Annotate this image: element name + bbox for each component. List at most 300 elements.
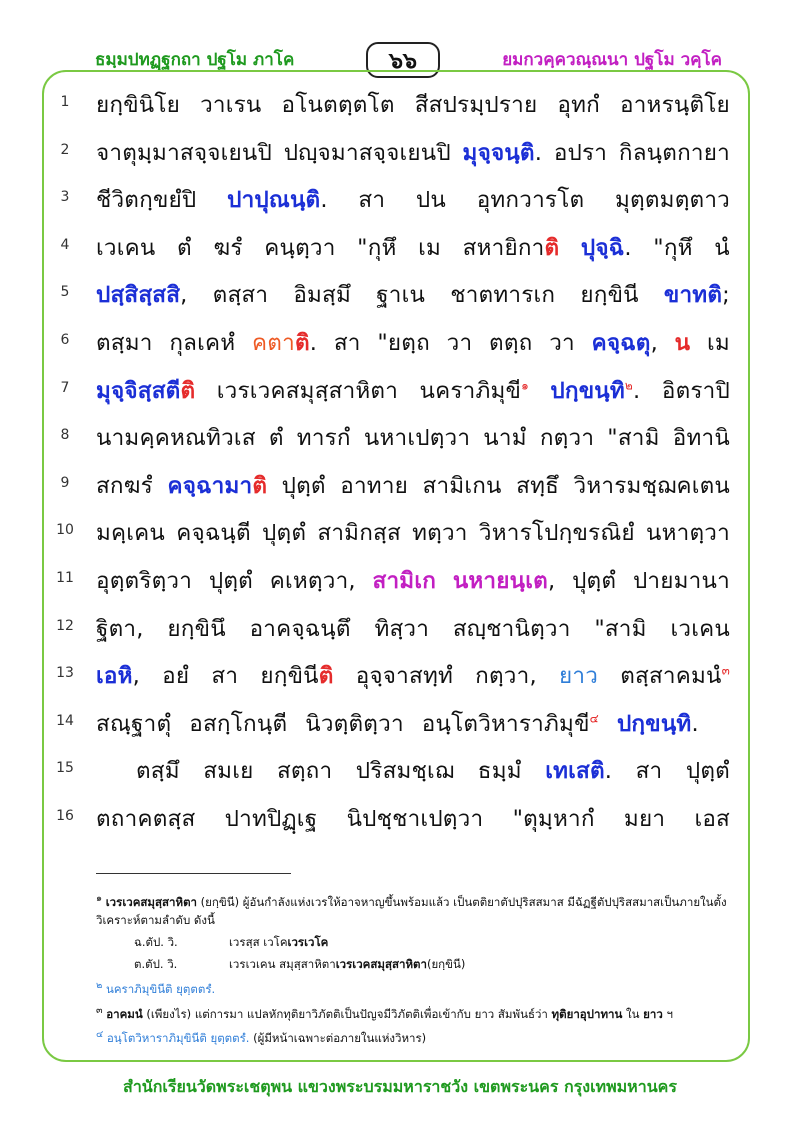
footnote-1-sub-2: ต.ตัป. วิ. เวรเวเคน สมุสฺสาหิตา เวรเวคสมุสฺสาหิตา (ยกฺขินี) — [134, 956, 466, 971]
line-text — [96, 134, 730, 170]
text-body — [50, 80, 730, 842]
word — [675, 324, 691, 360]
text-line — [50, 318, 730, 366]
word-part: ตํ — [177, 234, 192, 261]
word-part: ปาปุณนฺติ — [227, 187, 321, 214]
word — [96, 324, 153, 360]
line-text — [96, 705, 730, 741]
word-part: ชีวิตกฺขยํปิ — [96, 187, 197, 214]
word-part: "ยตฺถ — [377, 329, 430, 356]
text-line — [50, 651, 730, 699]
word-part: อุตฺตริตฺวา — [96, 567, 193, 594]
text-line — [50, 699, 730, 747]
word — [96, 229, 155, 265]
word — [96, 419, 256, 455]
word-part: อาทาย — [340, 472, 409, 499]
book-title: ธมฺมปทฏฺฐกถา ปฐโม ภาโค — [95, 50, 295, 70]
line-text — [96, 229, 730, 265]
word — [673, 419, 730, 455]
word — [550, 372, 640, 408]
line-number: 13 — [56, 665, 74, 682]
line-number: 3 — [60, 189, 70, 206]
word — [450, 276, 555, 312]
word — [646, 514, 730, 550]
word — [479, 514, 635, 550]
word-part: วิหารมชฺฌคเตน — [573, 472, 730, 499]
word-part: นามํ — [483, 425, 527, 452]
word — [707, 324, 730, 360]
word-part: . — [534, 139, 543, 166]
word-part: ตสฺสาคมนํ — [620, 663, 722, 690]
word — [96, 372, 195, 408]
word-part: ติ — [544, 234, 560, 261]
line-text — [96, 372, 730, 408]
word-part: อุจฺจาสทฺทํ — [355, 663, 454, 690]
word-part: อาหรนฺติโย — [620, 92, 730, 118]
line-text — [96, 419, 730, 455]
word — [607, 419, 659, 455]
word-part: ปายมานา — [632, 567, 730, 594]
word-part: อิมสฺมึ — [293, 282, 352, 309]
word-part: "สามิ — [594, 615, 647, 642]
word — [633, 562, 730, 598]
line-text — [96, 181, 730, 217]
word — [412, 514, 468, 550]
line-number: 14 — [56, 712, 74, 729]
word-part: นหายนฺเต — [452, 567, 548, 594]
word — [96, 467, 153, 503]
line-text — [96, 467, 730, 503]
word-part: สามิกสฺส — [317, 520, 401, 547]
word — [96, 705, 171, 741]
text-line — [50, 175, 730, 223]
line-number: 16 — [56, 807, 74, 824]
word-part: ปุจฺฉิ — [580, 234, 625, 261]
word-part: เม — [706, 329, 730, 356]
word — [592, 324, 658, 360]
word-part: ปุตฺตํ — [685, 758, 730, 785]
word — [270, 562, 356, 598]
word — [96, 610, 144, 646]
line-text — [96, 86, 730, 122]
word-part: คนฺตฺวา — [264, 234, 336, 261]
page-number: ๖๖ — [366, 42, 440, 78]
footnote-2: $^๒$ นคราภิมุขินีติ ยุตฺตตรํ. — [96, 979, 216, 996]
word-part: ปุตฺตํ — [281, 472, 326, 499]
word — [513, 800, 595, 836]
word-part: สา — [211, 663, 239, 690]
line-number: 12 — [56, 617, 74, 634]
word-part: เวเคน — [670, 615, 730, 642]
footnote-3: $^๓$ อาคมนํ (เพียงไร) แต่การมา แปลหักทุติยาวิภัตติเป็นปัญจมีวิภัตติเพื่อเข้ากับ ยาว สัมพันธ์ว่า ทุติยาอุปาทาน ใน ยาว ฯ — [96, 1004, 673, 1021]
word — [317, 514, 401, 550]
line-number: 4 — [60, 236, 70, 253]
word — [225, 800, 318, 836]
word — [475, 657, 537, 693]
word-part: ยกฺขินี — [260, 663, 319, 690]
word-part: นํ — [714, 234, 730, 261]
word-part: มคฺเคน — [96, 520, 166, 547]
word-part: . — [624, 234, 632, 261]
line-number: 6 — [60, 331, 70, 348]
word — [169, 324, 235, 360]
word — [200, 86, 261, 122]
word-part: ปุตฺตํ — [262, 520, 307, 547]
word — [594, 610, 646, 646]
word-part: "สามิ — [607, 425, 660, 452]
text-line — [50, 413, 730, 461]
word — [357, 229, 396, 265]
word-part: สกฆรํ — [96, 472, 153, 499]
word-part: มุจฺจนฺติ — [462, 139, 535, 166]
text-line — [50, 223, 730, 271]
word-part: วา — [549, 329, 575, 356]
word — [418, 229, 441, 265]
word-part: น — [674, 329, 691, 356]
word — [356, 752, 455, 788]
line-number: 5 — [60, 284, 70, 301]
word — [617, 705, 699, 741]
word — [284, 134, 451, 170]
word — [364, 419, 470, 455]
word-part: เวเคน — [96, 234, 156, 261]
line-number: 15 — [56, 760, 74, 777]
word-part: คจฺฉามา — [167, 472, 253, 499]
line-text — [96, 752, 730, 788]
word-part: สามิเก — [372, 567, 437, 594]
chapter-title: ยมกวคฺควณฺณนา ปฐโม วคฺโค — [502, 50, 722, 70]
word-part: เอส — [694, 805, 730, 832]
text-line — [50, 508, 730, 556]
word-part: อาคจฺฉนฺตึ — [249, 615, 351, 642]
word-part: ทิสฺวา — [374, 615, 430, 642]
word-part: , — [132, 663, 140, 690]
word-part: สตฺถา — [276, 758, 333, 785]
word-part: สา — [358, 187, 386, 214]
word — [176, 514, 251, 550]
word — [516, 467, 559, 503]
word-part: วา — [446, 329, 473, 356]
word-part: อุทกวารโต — [476, 187, 585, 214]
word-part: นิวตฺติตฺวา — [305, 710, 404, 737]
word-part: นคราภิมุขี — [419, 377, 522, 404]
word-part: สญฺชานิตฺวา — [452, 615, 571, 642]
word-part: เทเสติ — [545, 758, 605, 785]
word — [282, 86, 395, 122]
word-part: สหายิกา — [462, 234, 545, 261]
line-text — [96, 514, 730, 550]
word — [415, 86, 538, 122]
word — [213, 229, 242, 265]
word — [619, 134, 730, 170]
word-part: สีสปรมฺปราย — [414, 92, 538, 118]
word — [252, 324, 317, 360]
word — [489, 324, 532, 360]
word-part: . — [691, 710, 699, 737]
word-part: ยาว — [558, 663, 599, 690]
word-part: คตา — [252, 329, 295, 356]
word-part: อิตราปิ — [661, 377, 730, 404]
word — [277, 752, 332, 788]
word — [347, 800, 484, 836]
word-part: สา — [333, 329, 361, 356]
line-text — [96, 800, 730, 836]
word-part: กิลนฺตกายา — [618, 139, 730, 166]
word-part: ขาทติ — [663, 282, 723, 309]
word-part: "กุหึ — [653, 234, 693, 261]
word — [167, 467, 267, 503]
word-part: . — [320, 187, 328, 214]
word — [581, 229, 632, 265]
footnote-4: $^๔$ อนฺโตวิหาราภิมุขินีติ ยุตฺตตรํ. (ผู้มีหน้าเฉพาะต่อภายในแห่งวิหาร) — [96, 1029, 427, 1046]
word-part: นหาเปตฺวา — [363, 425, 471, 452]
word-part: อโนตตฺตโต — [281, 92, 395, 118]
word — [620, 657, 730, 693]
word — [250, 610, 351, 646]
word — [423, 467, 502, 503]
word-part: มยา — [623, 805, 666, 832]
word — [136, 752, 180, 788]
word-part: อยํ — [162, 663, 190, 690]
footnotes — [96, 890, 736, 1051]
word — [580, 276, 638, 312]
word — [96, 276, 188, 312]
word-part: ปริสมชฺเฌ — [355, 758, 455, 785]
word — [624, 800, 665, 836]
word-part: อนฺโตวิหาราภิมุขี — [421, 710, 590, 737]
word-part: . — [604, 758, 613, 785]
word-part: วาเรน — [200, 92, 262, 118]
text-line — [50, 128, 730, 176]
word-part: ปสฺสิสฺสสิ — [96, 282, 181, 309]
word — [615, 181, 730, 217]
word-part: ตํ — [268, 425, 284, 452]
word — [282, 467, 326, 503]
word — [554, 134, 607, 170]
word-part: นหาตฺวา — [646, 520, 730, 547]
word — [96, 657, 140, 693]
line-text — [96, 324, 730, 360]
word — [334, 324, 361, 360]
word-part: กุลเคหํ — [169, 329, 236, 356]
word — [96, 514, 165, 550]
word — [664, 276, 730, 312]
word-part: ยกฺขินึ — [167, 615, 226, 642]
word-part: เอหิ — [96, 663, 133, 690]
word-part: ยกฺขินี — [580, 282, 639, 309]
word — [96, 181, 196, 217]
word-part: เม — [418, 234, 442, 261]
word-part: ตสฺสา — [212, 282, 269, 309]
word-part: ติ — [294, 329, 310, 356]
line-number: 11 — [56, 569, 74, 586]
word-part: ติ — [180, 377, 196, 404]
word-part: ; — [722, 282, 730, 309]
word — [477, 181, 585, 217]
word — [340, 467, 408, 503]
word-part: "ตุมฺหากํ — [512, 805, 595, 832]
word — [227, 181, 328, 217]
word-part: ปกฺขนฺทิ — [550, 377, 625, 404]
word — [167, 610, 225, 646]
word-part: ฐิตา, — [96, 615, 144, 642]
line-text — [96, 610, 730, 646]
word-part: ติ — [252, 472, 268, 499]
word — [686, 752, 730, 788]
footnote-divider — [96, 873, 291, 874]
word — [453, 610, 571, 646]
word-part: อิทานิ — [672, 425, 730, 452]
word-part: , — [180, 282, 188, 309]
word-part: วิหารโปกฺขรณิยํ — [478, 520, 635, 547]
word-part: ติ — [318, 663, 334, 690]
word — [572, 562, 616, 598]
word — [636, 752, 663, 788]
word-part: ชาตทารเก — [450, 282, 556, 309]
word — [203, 752, 253, 788]
word-part: สา — [635, 758, 663, 785]
line-text — [96, 562, 730, 598]
line-number: 1 — [60, 94, 70, 110]
line-number: 10 — [56, 522, 74, 539]
word-part: ธมฺมํ — [477, 758, 522, 785]
word-part: จาตุมฺมาสจฺจเยนปิ — [96, 139, 272, 166]
word — [549, 324, 575, 360]
word-part: ตสฺมา — [96, 329, 153, 356]
word — [416, 181, 446, 217]
word-part: , — [547, 567, 556, 594]
word-part: สามิเกน — [422, 472, 502, 499]
text-line — [50, 80, 730, 128]
text-line — [50, 366, 730, 414]
word — [377, 324, 430, 360]
word-part: คจฺฉตุ — [591, 329, 651, 356]
word-part: มุตฺตมตฺตาว — [615, 187, 730, 214]
word-part: อปรา — [553, 139, 608, 166]
word-part: สณฺฐาตุํ — [96, 710, 172, 737]
text-line — [50, 604, 730, 652]
word — [177, 229, 192, 265]
footnote-1: $^๑$ เวรเวคสมุสฺสาหิตา (ยกฺขินี) ผู้อันกำลังแห่งเวรให้อาจหาญขึ้นพร้อมแล้ว เป็นตติยาตัปปุริสสมาส มีฉัฏฐีตัปปุริสสมาสเป็นภายในตั้งวิเคราะห์ตามลำดับ ดังนี้ — [96, 893, 727, 927]
word — [293, 276, 351, 312]
word — [545, 752, 612, 788]
footnote-marker: ๔ — [589, 711, 599, 726]
word — [96, 134, 272, 170]
word-part: ปน — [415, 187, 446, 214]
word-part: สทฺธึ — [516, 472, 560, 499]
text-line — [50, 556, 730, 604]
word — [422, 705, 599, 741]
word — [162, 657, 189, 693]
word-part: ทารกํ — [296, 425, 351, 452]
line-number: 8 — [60, 427, 70, 444]
word-part: เวรเวคสมุสฺสาหิตา — [216, 377, 399, 404]
word — [557, 86, 600, 122]
footnote-marker: ๓ — [721, 663, 730, 678]
word — [447, 324, 473, 360]
word — [189, 705, 287, 741]
word — [373, 562, 437, 598]
word-part: ปกฺขนฺทิ — [616, 710, 692, 737]
word-part: อสกฺโกนฺตี — [189, 710, 288, 737]
word-part: คจฺฉนฺตี — [176, 520, 251, 547]
word-part: ตถาคตสฺส — [96, 805, 196, 832]
word — [463, 134, 543, 170]
word-part: ตสฺมึ — [136, 758, 180, 785]
word-part: . — [309, 329, 318, 356]
word — [453, 562, 555, 598]
word — [213, 276, 269, 312]
word-part: กตฺวา — [539, 425, 595, 452]
footnote-1-sub-1: ฉ.ตัป. วิ. เวรสฺส เวโค เวรเวโค — [134, 934, 329, 949]
line-number: 9 — [60, 474, 70, 491]
word — [478, 752, 522, 788]
word — [297, 419, 351, 455]
word-part: นิปชฺชาเปตฺวา — [346, 805, 484, 832]
word — [694, 800, 730, 836]
word — [540, 419, 594, 455]
word-part: กตฺวา, — [475, 663, 537, 690]
word — [209, 562, 253, 598]
word — [96, 86, 180, 122]
word-part: ทตฺวา — [412, 520, 468, 547]
text-line — [50, 270, 730, 318]
line-number: 2 — [60, 141, 70, 158]
word — [358, 181, 385, 217]
word-part: "กุหึ — [357, 234, 397, 261]
word — [559, 657, 598, 693]
word-part: ตตฺถ — [489, 329, 533, 356]
word-part: นามคฺคหณทิวเส — [96, 425, 256, 452]
word — [714, 229, 730, 265]
word-part: มุจฺจิสฺสตี — [96, 377, 181, 404]
word-part: ฐาเน — [376, 282, 426, 309]
page-footer: สำนักเรียนวัดพระเชตุพน แขวงพระบรมมหาราชวัง เขตพระนคร กรุงเทพมหานคร — [123, 1077, 677, 1096]
line-text — [96, 657, 730, 693]
word — [483, 419, 526, 455]
word — [376, 276, 425, 312]
word — [269, 419, 284, 455]
word-part: . — [633, 377, 641, 404]
word-part: อุทกํ — [557, 92, 600, 118]
footnote-marker: ๑ — [521, 378, 529, 393]
word — [662, 372, 730, 408]
word — [260, 657, 333, 693]
word — [96, 800, 195, 836]
line-number: 7 — [60, 379, 70, 396]
word — [264, 229, 335, 265]
word — [356, 657, 453, 693]
word-part: ปญฺจมาสจฺจเยนปิ — [283, 139, 451, 166]
word — [211, 657, 238, 693]
word — [574, 467, 730, 503]
word-part: ปุตฺตํ — [208, 567, 253, 594]
word-part: คเหตฺวา, — [269, 567, 356, 594]
word — [305, 705, 404, 741]
word — [262, 514, 306, 550]
word-part: ปาทปิฏฺเฐ — [224, 805, 318, 832]
word — [620, 86, 730, 122]
line-text — [96, 276, 730, 312]
word — [653, 229, 692, 265]
text-line — [50, 746, 730, 794]
word — [420, 372, 529, 408]
text-line — [50, 461, 730, 509]
word-part: ยกฺขินิโย — [96, 92, 181, 118]
word — [374, 610, 429, 646]
word-part: ฆรํ — [213, 234, 243, 261]
word — [463, 229, 560, 265]
